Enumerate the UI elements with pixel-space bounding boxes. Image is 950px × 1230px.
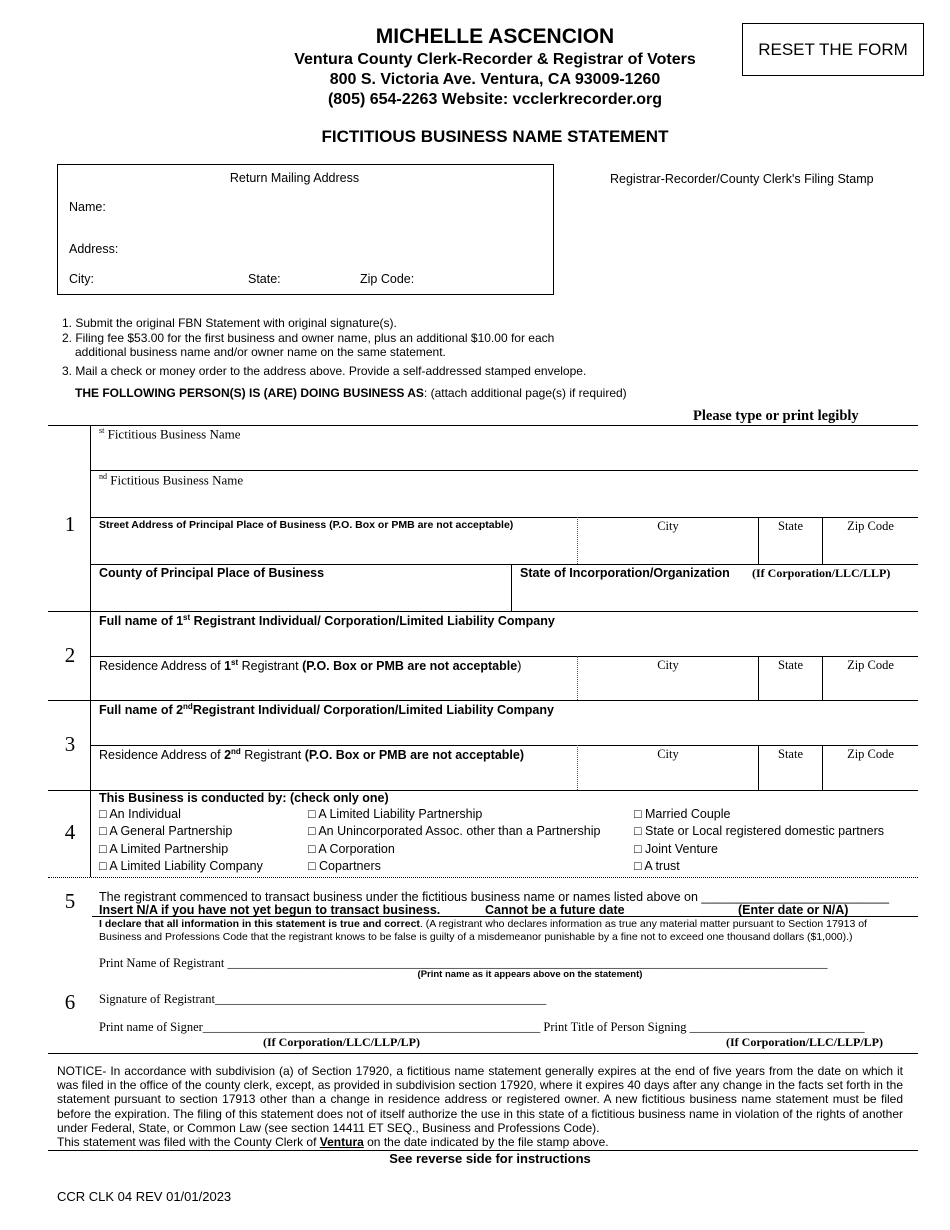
section3-zip-field[interactable]	[824, 764, 917, 788]
filing-stamp-label: Registrar-Recorder/County Clerk's Filing Stamp	[610, 172, 874, 186]
form-title: FICTITIOUS BUSINESS NAME STATEMENT	[321, 127, 669, 146]
mailing-city-field[interactable]	[98, 268, 238, 290]
first-fbn-text: Fictitious Business Name	[104, 426, 241, 442]
filed-a: This statement was filed with the County Clerk of	[57, 1135, 320, 1149]
res1-e: )	[517, 659, 522, 674]
mailing-address-field[interactable]	[125, 238, 535, 260]
clerk-name: MICHELLE ASCENCION	[375, 25, 615, 48]
option-llp[interactable]: □ A Limited Liability Partnership	[308, 807, 483, 821]
registrant2-name-b: Registrant Individual/ Corporation/Limited Liability Company	[192, 703, 554, 718]
expiration-notice: NOTICE- In accordance with subdivision (a) of Section 17920, a fictitious name statement generally expires at the end of five years from the date on which it was filed in the office of the county clerk, except, as provided in subdivision section 17920, where it expires 40 days after any change in the facts set forth in the statement pursuant to section 17913 other than a change in residence address or registered owner. A new fictitious business name statement must be filed before the expiration. The filing of this statement does not of itself authorize the use in this state of a fictitious business name in violation of the rights of another under Federal, State, or Common Law (see section 14411 ET SEQ., Business and Professions Code).	[57, 1064, 903, 1135]
res2-d: (P.O. Box or PMB are not acceptable)	[304, 748, 525, 763]
section-1-number: 1	[64, 512, 76, 536]
registrant2-name-label	[99, 702, 554, 717]
option-trust[interactable]: □ A trust	[634, 859, 680, 873]
mailing-name-label: Name:	[69, 200, 106, 214]
mailing-state-label: State:	[248, 272, 281, 286]
section1-city-header: City	[657, 519, 679, 533]
registrant1-residence-field[interactable]	[92, 675, 576, 698]
signer-title-line: Print name of Signer______________________________________________________ Print Title of Person Signing ____________________________	[99, 1020, 865, 1034]
office-address: 800 S. Victoria Ave. Ventura, CA 93009-1260	[329, 71, 661, 88]
section1-zip-header: Zip Code	[847, 519, 894, 533]
option-individual[interactable]: □ An Individual	[99, 807, 181, 821]
registrant1-residence-label	[99, 658, 521, 673]
res2-sup: nd	[231, 747, 241, 756]
print-name-note: (Print name as it appears above on the statement)	[417, 969, 643, 980]
registrant1-name-field[interactable]	[92, 630, 916, 654]
registrant1-name-sup: st	[183, 613, 191, 622]
section2-city-field[interactable]	[579, 675, 757, 698]
res1-d: (P.O. Box or PMB are not acceptable	[302, 659, 518, 674]
option-general-partnership[interactable]: □ A General Partnership	[99, 824, 233, 838]
section-2-number: 2	[64, 643, 76, 667]
res2-c: Registrant	[240, 748, 305, 763]
office-name: Ventura County Clerk-Recorder & Registrar of Voters	[294, 51, 696, 68]
incorporation-label: State of Incorporation/Organization	[520, 566, 730, 580]
section2-state-field[interactable]	[760, 675, 821, 698]
print-name-registrant-label: Print Name of Registrant ________________________________________________________________________________________________	[99, 956, 828, 970]
section2-zip-field[interactable]	[824, 675, 917, 698]
res1-c: Registrant	[238, 659, 303, 674]
declaration-rest: . (A registrant who declares information as true any material matter pursuant to Section 17913 of Business and Professions Code that the registrant knows to be false is guilty of a misdemeanor punishable by a fine not to exceed one thousand dollars ($1,000).)	[99, 918, 867, 943]
section-5-number: 5	[64, 889, 76, 913]
option-limited-partnership[interactable]: □ A Limited Partnership	[99, 842, 229, 856]
instruction-3: 3. Mail a check or money order to the address above. Provide a self-addressed stamped envelope.	[62, 364, 587, 378]
registrant1-name-b: Registrant Individual/ Corporation/Limited Liability Company	[190, 614, 555, 629]
first-fbn-label	[99, 426, 240, 442]
mailing-name-field[interactable]	[115, 196, 535, 218]
section-4-number: 4	[64, 820, 76, 844]
option-corporation[interactable]: □ A Corporation	[308, 842, 395, 856]
registrant1-name-a: Full name of 1	[99, 614, 184, 629]
section2-zip-header: Zip Code	[847, 658, 894, 672]
section3-city-field[interactable]	[579, 764, 757, 788]
county-field[interactable]	[92, 583, 509, 609]
option-joint-venture[interactable]: □ Joint Venture	[634, 842, 718, 856]
signature-field[interactable]	[215, 989, 543, 1005]
enter-date-note: (Enter date or N/A)	[738, 903, 849, 917]
section3-zip-header: Zip Code	[847, 747, 894, 761]
res1-sup: st	[231, 658, 239, 667]
second-fbn-sup: nd	[99, 472, 107, 481]
section1-zip-field[interactable]	[824, 536, 917, 562]
res1-a: Residence Address of	[99, 659, 225, 674]
doing-business-as-line	[75, 386, 627, 400]
registrant2-residence-label	[99, 747, 524, 762]
form-revision: CCR CLK 04 REV 01/01/2023	[57, 1189, 232, 1204]
instruction-2-cont: additional business name and/or owner name on the same statement.	[75, 345, 446, 359]
option-married-couple[interactable]: □ Married Couple	[634, 807, 731, 821]
mailing-address-label: Address:	[69, 242, 119, 256]
corp-note-title: (If Corporation/LLC/LLP/LP)	[726, 1035, 884, 1049]
res2-b: 2	[224, 748, 232, 763]
second-fbn-text: Fictitious Business Name	[107, 472, 244, 488]
option-domestic-partners[interactable]: □ State or Local registered domestic partners	[634, 824, 885, 838]
filed-statement-line	[57, 1135, 609, 1149]
business-type-title: This Business is conducted by: (check only one)	[99, 791, 389, 805]
section1-state-header: State	[778, 519, 803, 533]
print-legibly-note: Please type or print legibly	[693, 408, 859, 424]
filed-county: Ventura	[319, 1135, 364, 1149]
option-unincorporated-assoc[interactable]: □ An Unincorporated Assoc. other than a Partnership	[308, 824, 601, 838]
declaration-text	[99, 918, 907, 944]
first-fbn-sup: st	[99, 426, 105, 435]
section-3-number: 3	[64, 732, 76, 756]
registrant2-residence-field[interactable]	[92, 764, 576, 788]
section3-state-header: State	[778, 747, 803, 761]
mailing-city-label: City:	[69, 272, 94, 286]
section2-city-header: City	[657, 658, 679, 672]
na-note: Insert N/A if you have not yet begun to transact business.	[99, 903, 441, 917]
signature-label: Signature of Registrant_____________________________________________________	[99, 992, 547, 1006]
street-address-field[interactable]	[92, 536, 576, 562]
commenced-date-field[interactable]	[694, 887, 904, 903]
section-6-number: 6	[64, 990, 76, 1014]
section1-city-field[interactable]	[579, 536, 757, 562]
first-fbn-field[interactable]	[92, 444, 916, 468]
incorporation-note: (If Corporation/LLC/LLP)	[752, 566, 891, 580]
doing-business-as-heading: THE FOLLOWING PERSON(S) IS (ARE) DOING BUSINESS AS	[75, 386, 424, 400]
print-name-registrant-field[interactable]	[226, 953, 906, 969]
registrant2-name-field[interactable]	[92, 719, 916, 743]
office-phone-website: (805) 654-2263 Website: vcclerkrecorder.org	[327, 91, 663, 108]
incorporation-field[interactable]	[513, 583, 917, 609]
reset-form-button[interactable]: RESET THE FORM	[742, 23, 924, 76]
section3-city-header: City	[657, 747, 679, 761]
instruction-2: 2. Filing fee $53.00 for the first business and owner name, plus an additional $10.00 for each	[62, 331, 555, 345]
res1-b: 1	[224, 659, 232, 674]
declaration-bold: I declare that all information in this statement is true and correct	[99, 918, 420, 930]
corp-note-signer: (If Corporation/LLC/LLP/LP)	[263, 1035, 421, 1049]
registrant2-name-sup: nd	[183, 702, 193, 711]
section3-state-field[interactable]	[760, 764, 821, 788]
registrant2-name-a: Full name of 2	[99, 703, 184, 718]
reverse-side-note: See reverse side for instructions	[389, 1151, 591, 1166]
res2-a: Residence Address of	[99, 748, 225, 763]
mailing-zip-field[interactable]	[418, 268, 536, 290]
attach-note: : (attach additional page(s) if required)	[423, 386, 627, 400]
instruction-1: 1. Submit the original FBN Statement with original signature(s).	[62, 316, 397, 330]
registrant1-name-label	[99, 613, 555, 628]
county-label: County of Principal Place of Business	[99, 566, 325, 580]
future-date-note: Cannot be a future date	[485, 903, 625, 917]
commenced-business-text: The registrant commenced to transact business under the fictitious business name or names listed above on ___________________________	[99, 890, 890, 904]
option-copartners[interactable]: □ Copartners	[308, 859, 381, 873]
return-mailing-title: Return Mailing Address	[229, 171, 360, 185]
section1-state-field[interactable]	[760, 536, 821, 562]
filed-b: on the date indicated by the file stamp above.	[363, 1135, 609, 1149]
second-fbn-label	[99, 472, 243, 488]
signer-title-field[interactable]	[690, 1017, 910, 1033]
option-llc[interactable]: □ A Limited Liability Company	[99, 859, 263, 873]
mailing-zip-label: Zip Code:	[360, 272, 415, 286]
signer-name-field[interactable]	[203, 1017, 535, 1033]
section2-state-header: State	[778, 658, 803, 672]
second-fbn-field[interactable]	[92, 491, 916, 515]
street-address-label: Street Address of Principal Place of Business (P.O. Box or PMB are not acceptable)	[99, 519, 514, 531]
mailing-state-field[interactable]	[286, 268, 352, 290]
